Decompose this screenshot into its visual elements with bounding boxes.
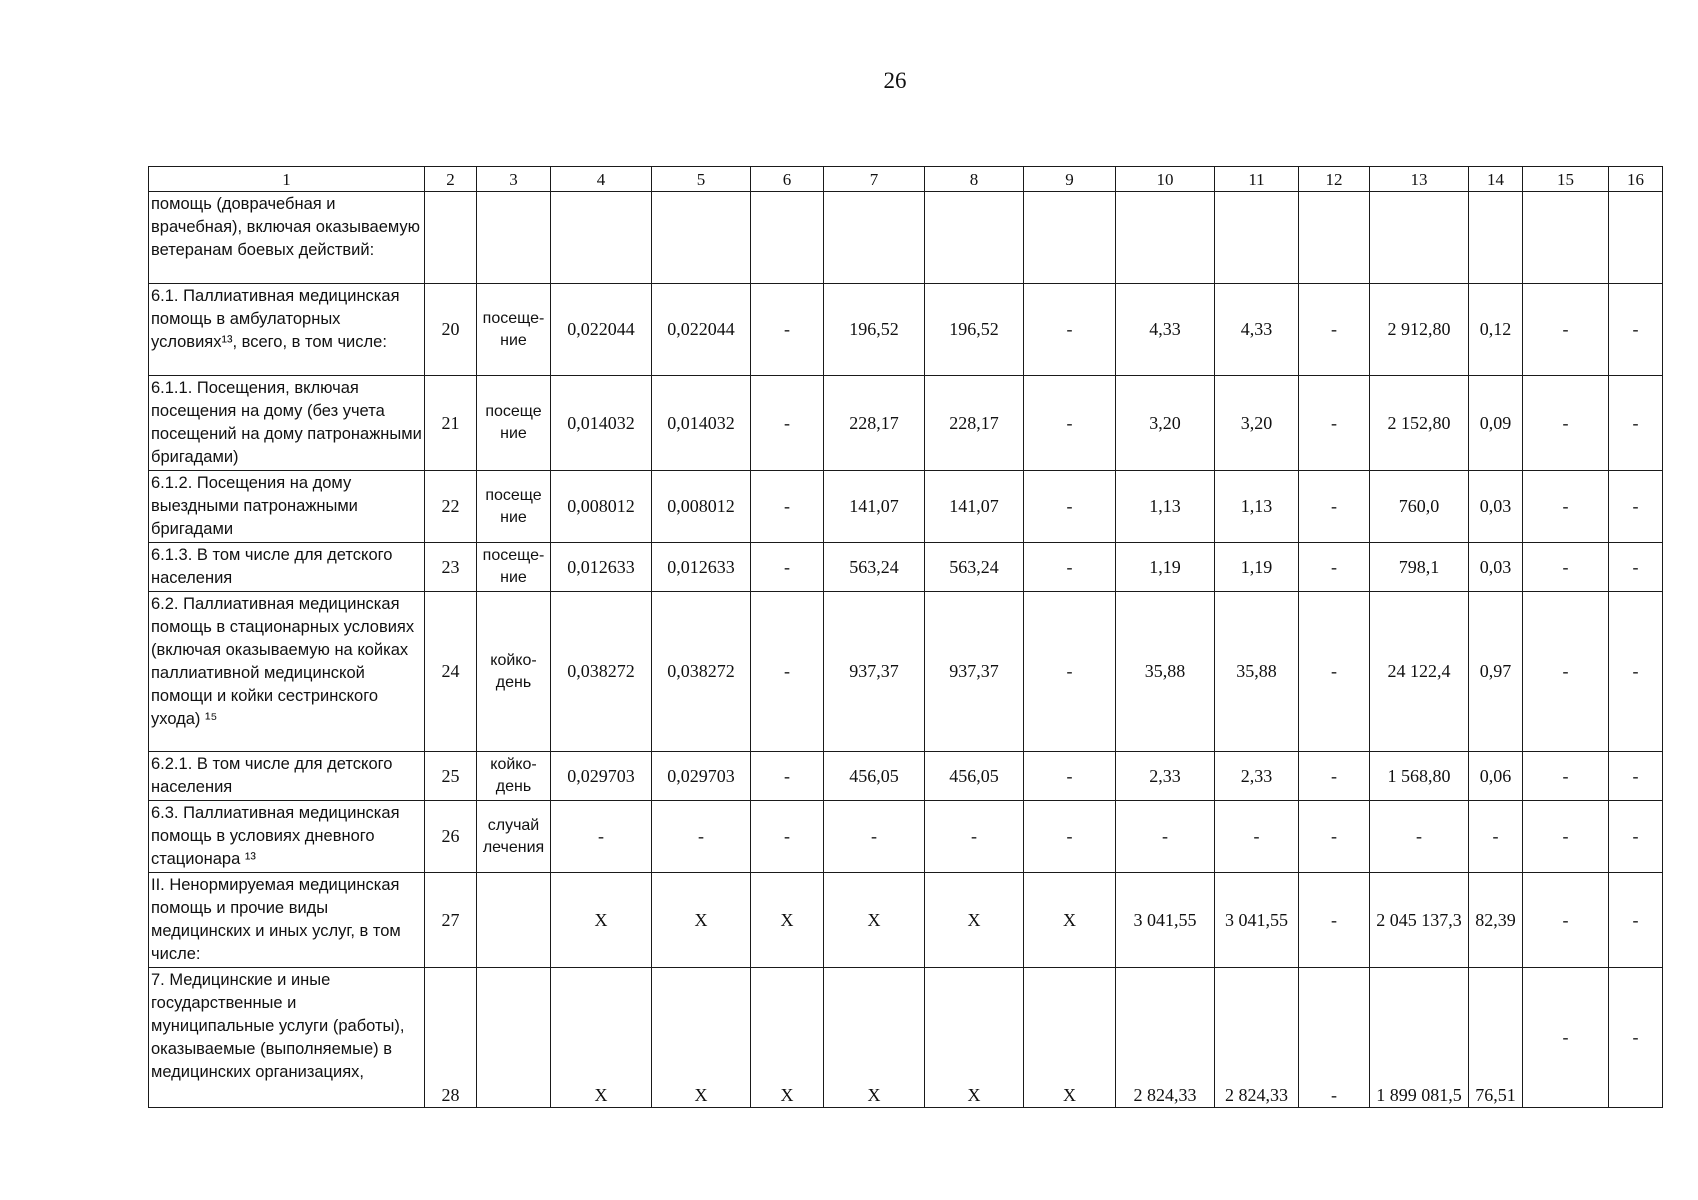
value-cell-col-11: 3 041,55: [1215, 873, 1299, 968]
value-cell-col-12: -: [1299, 543, 1370, 592]
value-cell-col-7: 196,52: [824, 284, 925, 376]
value-cell-col-11: 1,13: [1215, 471, 1299, 543]
unit-cell: посеще-ние: [477, 284, 551, 376]
value-cell-col-13: 2 912,80: [1370, 284, 1469, 376]
value-cell-col-8: 456,05: [925, 752, 1024, 801]
table-row: [149, 873, 1663, 968]
table-row: [149, 968, 1663, 1108]
value-cell-col-13: 2 045 137,3: [1370, 873, 1469, 968]
row-number: 28: [425, 968, 477, 1108]
unit-cell: [477, 192, 551, 284]
column-number-5: 5: [652, 167, 751, 192]
value-cell-col-14: 0,09: [1469, 376, 1523, 471]
column-number-16: 16: [1609, 167, 1663, 192]
column-number-1: 1: [149, 167, 425, 192]
row-number: 20: [425, 284, 477, 376]
value-cell-col-6: -: [751, 801, 824, 873]
value-cell-col-8: 937,37: [925, 592, 1024, 752]
value-cell-col-5: 0,022044: [652, 284, 751, 376]
value-cell-col-6: -: [751, 471, 824, 543]
value-cell-col-10: 35,88: [1116, 592, 1215, 752]
value-cell-col-15: -: [1523, 284, 1609, 376]
row-number: 22: [425, 471, 477, 543]
value-cell-col-6: -: [751, 284, 824, 376]
value-cell-col-6: -: [751, 592, 824, 752]
value-cell-col-9: -: [1024, 592, 1116, 752]
value-cell-col-15: -: [1523, 752, 1609, 801]
value-cell-col-12: -: [1299, 968, 1370, 1108]
value-cell-col-8: -: [925, 801, 1024, 873]
value-cell-col-13: 798,1: [1370, 543, 1469, 592]
value-cell-col-14: [1469, 192, 1523, 284]
column-number-2: 2: [425, 167, 477, 192]
value-cell-col-13: 760,0: [1370, 471, 1469, 543]
value-cell-col-10: 3,20: [1116, 376, 1215, 471]
value-cell-col-5: -: [652, 801, 751, 873]
column-number-9: 9: [1024, 167, 1116, 192]
value-cell-col-7: [824, 192, 925, 284]
table-row: [149, 192, 1663, 284]
value-cell-col-12: -: [1299, 284, 1370, 376]
value-cell-col-7: 937,37: [824, 592, 925, 752]
value-cell-col-8: [925, 192, 1024, 284]
unit-cell: койко-день: [477, 752, 551, 801]
page-number: 26: [883, 68, 907, 93]
row-label: 6.3. Паллиативная медицинская помощь в условиях дневного стационара ¹³: [149, 801, 425, 873]
value-cell-col-13: 1 899 081,5: [1370, 968, 1469, 1108]
value-cell-col-7: 563,24: [824, 543, 925, 592]
table-header-row: [149, 167, 1663, 192]
table-row: [149, 376, 1663, 471]
column-number-3: 3: [477, 167, 551, 192]
row-number: [425, 192, 477, 284]
value-cell-col-12: -: [1299, 592, 1370, 752]
value-cell-col-12: -: [1299, 471, 1370, 543]
value-cell-col-11: 2 824,33: [1215, 968, 1299, 1108]
value-cell-col-6: [751, 192, 824, 284]
value-cell-col-10: 1,19: [1116, 543, 1215, 592]
column-number-4: 4: [551, 167, 652, 192]
row-label: 6.2.1. В том числе для детского населения: [149, 752, 425, 801]
value-cell-col-8: X: [925, 968, 1024, 1108]
value-cell-col-11: -: [1215, 801, 1299, 873]
value-cell-col-7: 456,05: [824, 752, 925, 801]
row-number: 21: [425, 376, 477, 471]
value-cell-col-5: [652, 192, 751, 284]
value-cell-col-13: -: [1370, 801, 1469, 873]
row-label: 6.2. Паллиативная медицинская помощь в стационарных условиях (включая оказываемую на койках паллиативной медицинской помощи и койки сестринского ухода) ¹⁵: [149, 592, 425, 752]
value-cell-col-16: -: [1609, 471, 1663, 543]
value-cell-col-7: X: [824, 968, 925, 1108]
value-cell-col-16: [1609, 192, 1663, 284]
value-cell-col-11: 2,33: [1215, 752, 1299, 801]
value-cell-col-5: X: [652, 873, 751, 968]
value-cell-col-14: 0,06: [1469, 752, 1523, 801]
tariff-table: [148, 166, 1663, 1108]
unit-cell: посеще ние: [477, 471, 551, 543]
value-cell-col-9: -: [1024, 376, 1116, 471]
unit-cell: посеще ние: [477, 376, 551, 471]
value-cell-col-15: -: [1523, 543, 1609, 592]
column-number-6: 6: [751, 167, 824, 192]
value-cell-col-8: 141,07: [925, 471, 1024, 543]
column-number-11: 11: [1215, 167, 1299, 192]
row-label: 6.1. Паллиативная медицинская помощь в амбулаторных условиях¹³, всего, в том числе:: [149, 284, 425, 376]
row-label: 6.1.2. Посещения на дому выездными патронажными бригадами: [149, 471, 425, 543]
table-row: [149, 592, 1663, 752]
value-cell-col-14: 0,03: [1469, 543, 1523, 592]
value-cell-col-13: [1370, 192, 1469, 284]
column-number-15: 15: [1523, 167, 1609, 192]
value-cell-col-14: 82,39: [1469, 873, 1523, 968]
table-row: [149, 752, 1663, 801]
value-cell-col-10: 1,13: [1116, 471, 1215, 543]
row-number: 26: [425, 801, 477, 873]
value-cell-col-16: -: [1609, 376, 1663, 471]
column-number-13: 13: [1370, 167, 1469, 192]
value-cell-col-5: 0,008012: [652, 471, 751, 543]
value-cell-col-10: 4,33: [1116, 284, 1215, 376]
value-cell-col-10: -: [1116, 801, 1215, 873]
value-cell-col-9: X: [1024, 968, 1116, 1108]
value-cell-col-13: 2 152,80: [1370, 376, 1469, 471]
value-cell-col-11: [1215, 192, 1299, 284]
value-cell-col-10: 2 824,33: [1116, 968, 1215, 1108]
unit-cell: [477, 873, 551, 968]
value-cell-col-6: X: [751, 873, 824, 968]
value-cell-col-15: -: [1523, 471, 1609, 543]
value-cell-col-10: 2,33: [1116, 752, 1215, 801]
unit-cell: случай лечения: [477, 801, 551, 873]
value-cell-col-12: -: [1299, 376, 1370, 471]
value-cell-col-14: 0,03: [1469, 471, 1523, 543]
value-cell-col-4: 0,038272: [551, 592, 652, 752]
value-cell-col-9: -: [1024, 471, 1116, 543]
value-cell-col-8: 563,24: [925, 543, 1024, 592]
value-cell-col-5: X: [652, 968, 751, 1108]
value-cell-col-16: -: [1609, 543, 1663, 592]
value-cell-col-4: [551, 192, 652, 284]
row-label: помощь (доврачебная и врачебная), включая оказываемую ветеранам боевых действий:: [149, 192, 425, 284]
value-cell-col-6: -: [751, 376, 824, 471]
value-cell-col-9: -: [1024, 543, 1116, 592]
value-cell-col-13: 1 568,80: [1370, 752, 1469, 801]
row-number: 23: [425, 543, 477, 592]
value-cell-col-16: -: [1609, 801, 1663, 873]
value-cell-col-9: -: [1024, 752, 1116, 801]
value-cell-col-5: 0,029703: [652, 752, 751, 801]
value-cell-col-7: -: [824, 801, 925, 873]
value-cell-col-4: 0,014032: [551, 376, 652, 471]
row-label: 6.1.3. В том числе для детского населения: [149, 543, 425, 592]
value-cell-col-16: -: [1609, 968, 1663, 1108]
column-number-14: 14: [1469, 167, 1523, 192]
value-cell-col-15: [1523, 192, 1609, 284]
value-cell-col-7: X: [824, 873, 925, 968]
unit-cell: [477, 968, 551, 1108]
value-cell-col-10: 3 041,55: [1116, 873, 1215, 968]
value-cell-col-14: -: [1469, 801, 1523, 873]
value-cell-col-11: 1,19: [1215, 543, 1299, 592]
value-cell-col-11: 4,33: [1215, 284, 1299, 376]
value-cell-col-12: -: [1299, 752, 1370, 801]
row-label: 7. Медицинские и иные государственные и муниципальные услуги (работы), оказываемые (выполняемые) в медицинских организациях,: [149, 968, 425, 1108]
column-number-10: 10: [1116, 167, 1215, 192]
value-cell-col-6: -: [751, 543, 824, 592]
table-row: [149, 284, 1663, 376]
value-cell-col-13: 24 122,4: [1370, 592, 1469, 752]
row-number: 27: [425, 873, 477, 968]
value-cell-col-14: 0,12: [1469, 284, 1523, 376]
value-cell-col-16: -: [1609, 752, 1663, 801]
value-cell-col-4: -: [551, 801, 652, 873]
value-cell-col-15: -: [1523, 376, 1609, 471]
value-cell-col-5: 0,012633: [652, 543, 751, 592]
value-cell-col-16: -: [1609, 592, 1663, 752]
value-cell-col-15: -: [1523, 873, 1609, 968]
value-cell-col-14: 0,97: [1469, 592, 1523, 752]
row-number: 25: [425, 752, 477, 801]
table-row: [149, 801, 1663, 873]
unit-cell: посеще-ние: [477, 543, 551, 592]
value-cell-col-7: 141,07: [824, 471, 925, 543]
row-number: 24: [425, 592, 477, 752]
value-cell-col-12: [1299, 192, 1370, 284]
value-cell-col-4: X: [551, 873, 652, 968]
value-cell-col-4: 0,012633: [551, 543, 652, 592]
value-cell-col-10: [1116, 192, 1215, 284]
value-cell-col-4: 0,022044: [551, 284, 652, 376]
value-cell-col-11: 35,88: [1215, 592, 1299, 752]
value-cell-col-8: 196,52: [925, 284, 1024, 376]
value-cell-col-15: -: [1523, 592, 1609, 752]
value-cell-col-8: 228,17: [925, 376, 1024, 471]
column-number-12: 12: [1299, 167, 1370, 192]
value-cell-col-9: -: [1024, 284, 1116, 376]
value-cell-col-4: X: [551, 968, 652, 1108]
value-cell-col-15: -: [1523, 801, 1609, 873]
value-cell-col-15: -: [1523, 968, 1609, 1108]
value-cell-col-8: X: [925, 873, 1024, 968]
value-cell-col-12: -: [1299, 801, 1370, 873]
value-cell-col-9: X: [1024, 873, 1116, 968]
value-cell-col-11: 3,20: [1215, 376, 1299, 471]
value-cell-col-14: 76,51: [1469, 968, 1523, 1108]
value-cell-col-5: 0,038272: [652, 592, 751, 752]
value-cell-col-7: 228,17: [824, 376, 925, 471]
table-row: [149, 543, 1663, 592]
value-cell-col-6: X: [751, 968, 824, 1108]
row-label: 6.1.1. Посещения, включая посещения на дому (без учета посещений на дому патронажными бригадами): [149, 376, 425, 471]
value-cell-col-16: -: [1609, 284, 1663, 376]
table-row: [149, 471, 1663, 543]
value-cell-col-4: 0,008012: [551, 471, 652, 543]
row-label: II. Ненормируемая медицинская помощь и прочие виды медицинских и иных услуг, в том числе:: [149, 873, 425, 968]
value-cell-col-9: -: [1024, 801, 1116, 873]
column-number-7: 7: [824, 167, 925, 192]
value-cell-col-5: 0,014032: [652, 376, 751, 471]
value-cell-col-6: -: [751, 752, 824, 801]
unit-cell: койко-день: [477, 592, 551, 752]
value-cell-col-16: -: [1609, 873, 1663, 968]
value-cell-col-9: [1024, 192, 1116, 284]
column-number-8: 8: [925, 167, 1024, 192]
value-cell-col-12: -: [1299, 873, 1370, 968]
value-cell-col-4: 0,029703: [551, 752, 652, 801]
